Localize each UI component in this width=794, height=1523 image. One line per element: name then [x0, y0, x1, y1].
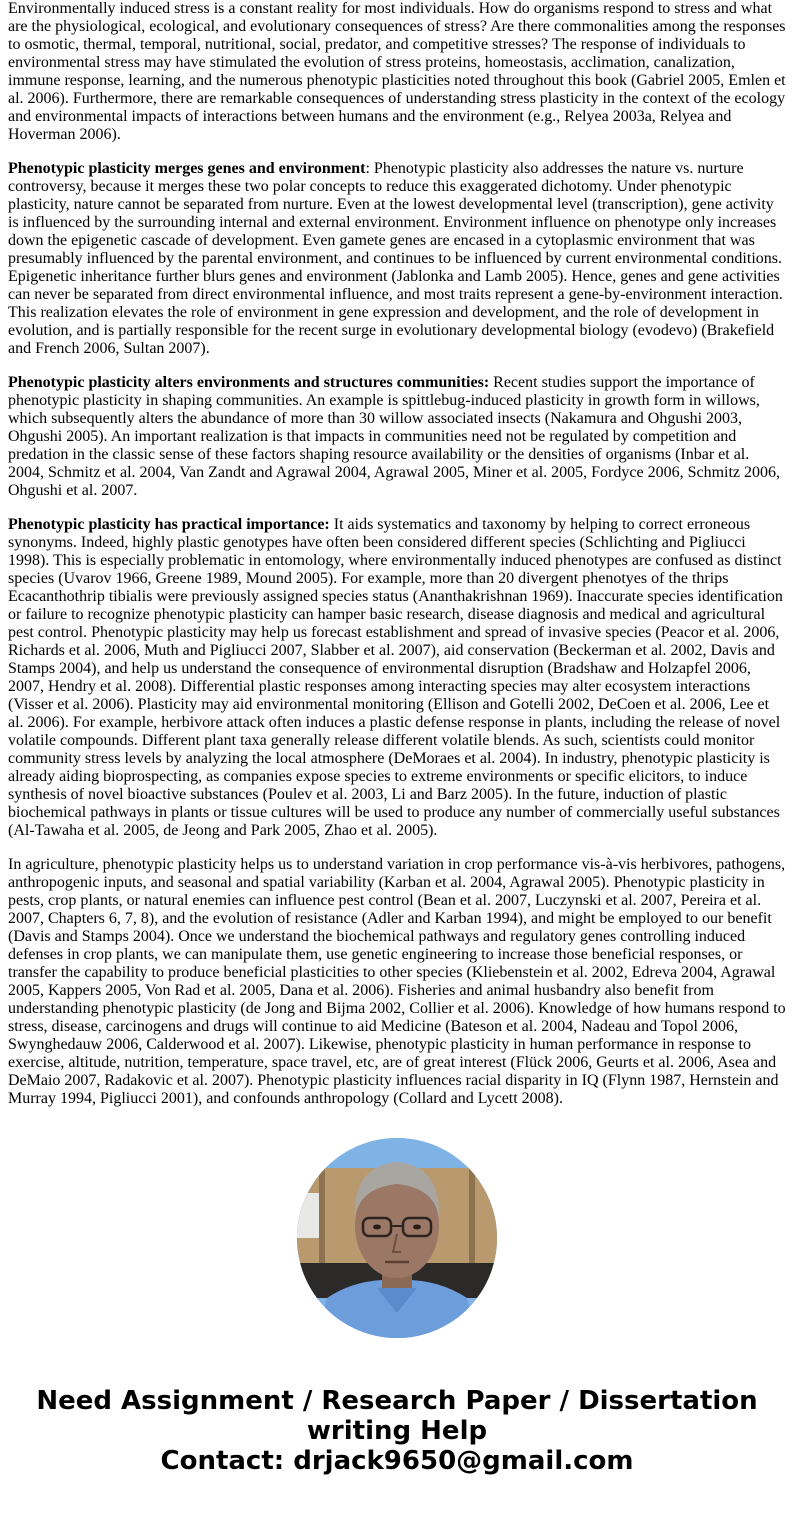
cta-subheadline: writing Help	[306, 1416, 488, 1446]
profile-photo-icon	[297, 1138, 497, 1338]
paragraph-heading: Phenotypic plasticity merges genes and environment	[8, 160, 366, 177]
paragraph-text: In agriculture, phenotypic plasticity helps us to understand variation in crop performance vis-à-vis herbivores, pathogens, anthropogenic inputs, and seasonal and spatial variability (Karban et al. 2004, Agrawal 2005). Phenotypic plasticity in pests, crop plants, or natural enemies can influence pest control (Bean et al. 2007, Luczynski et al. 2007, Pereira et al. 2007, Chapters 6, 7, 8), and the evolution of resistance (Adler and Karban 1994), and might be employed to our benefit (Davis and Stamps 2004). Once we understand the biochemical pathways and regulatory genes controlling induced defenses in crop plants, we can manipulate them, use genetic engineering to increase those beneficial responses, or transfer the capability to produce beneficial plasticities to other species (Kliebenstein et al. 2002, Edreva 2004, Agrawal 2005, Kappers 2005, Von Rad et al. 2005, Dana et al. 2006). Fisheries and animal husbandry also benefit from understanding phenotypic plasticity (de Jong and Bijma 2002, Collier et al. 2006). Knowledge of how humans respond to stress, disease, carcinogens and drugs will continue to aid Medicine (Bateson et al. 2004, Nadeau and Topol 2006, Swynghedauw 2006, Calderwood et al. 2007). Likewise, phenotypic plasticity in human performance in response to exercise, altitude, nutrition, temperature, space travel, etc, are of great interest (Flück 2006, Geurts et al. 2006, Asea and DeMaio 2007, Radakovic et al. 2007). Phenotypic plasticity influences racial disparity in IQ (Flynn 1987, Hernstein and Murray 1994, Pigliucci 2001), and confounds anthropology (Collard and Lycett 2008).	[8, 856, 786, 1107]
paragraph-text: Environmentally induced stress is a constant reality for most individuals. How do organisms respond to stress and what are the physiological, ecological, and evolutionary consequences of stress? Are there commonalities among the responses to osmotic, thermal, temporal, nutritional, social, predator, and competitive stresses? The response of individuals to environmental stress may have stimulated the evolution of stress proteins, homeostasis, acclimation, canalization, immune response, learning, and the numerous phenotypic plasticities noted throughout this book (Gabriel 2005, Emlen et al. 2006). Furthermore, there are remarkable consequences of understanding stress plasticity in the context of the ecology and environmental impacts of interactions between humans and the environment (e.g., Relyea 2003a, Relyea and Hoverman 2006).	[8, 0, 786, 143]
paragraph-text: Recent studies support the importance of phenotypic plasticity in shaping communities. An example is spittlebug-induced plasticity in growth form in willows, which subsequently alters the abundance of more than 30 willow associated insects (Nakamura and Ohgushi 2003, Ohgushi 2005). An important realization is that impacts in communities need not be regulated by competition and predation in the classic sense of these factors shaping resource availability or the densities of organisms (Inbar et al. 2004, Schmitz et al. 2004, Van Zandt and Agrawal 2004, Agrawal 2005, Miner et al. 2005, Fordyce 2006, Schmitz 2006, Ohgushi et al. 2007.	[8, 374, 781, 499]
paragraph-heading: Phenotypic plasticity has practical importance:	[8, 516, 330, 533]
paragraph-intro	[8, 0, 786, 144]
paragraph-genes-environment	[8, 160, 786, 358]
profile-section	[0, 1138, 794, 1338]
contact-email: Contact: drjack9650@gmail.com	[160, 1446, 634, 1476]
cta-headline: Need Assignment / Research Paper / Dissertation	[36, 1386, 758, 1416]
paragraph-agriculture	[8, 856, 786, 1108]
paragraph-text: : Phenotypic plasticity also addresses the nature vs. nurture controversy, because it merges these two polar concepts to reduce this exaggerated dichotomy. Under phenotypic plasticity, nature cannot be separated from nurture. Even at the lowest developmental level (transcription), gene activity is influenced by the surrounding internal and external environment. Environment influence on phenotype only increases down the epigenetic cascade of development. Even gamete genes are encased in a cytoplasmic environment that was presumably influenced by the parental environment, and continues to be influenced by current environmental conditions. Epigenetic inheritance further blurs genes and environment (Jablonka and Lamb 2005). Hence, genes and gene activities can never be separated from direct environmental influence, and most traits represent a gene-by-environment interaction. This realization elevates the role of environment in gene expression and development, and the role of development in evolution, and is partially responsible for the recent surge in evolutionary developmental biology (evodevo) (Brakefield and French 2006, Sultan 2007).	[8, 160, 783, 357]
contact-banner	[0, 1386, 794, 1476]
paragraph-text: It aids systematics and taxonomy by helping to correct erroneous synonyms. Indeed, highly plastic genotypes have often been considered different species (Schlichting and Pigliucci 1998). This is especially problematic in entomology, where environmentally induced phenotypes are confused as distinct species (Uvarov 1966, Greene 1989, Mound 2005). For example, more than 20 divergent phenotyes of the thrips Ecacanthothrip tibialis were previously assigned species status (Ananthakrishnan 1969). Inaccurate species identification or failure to recognize phenotypic plasticity can hamper basic research, disease diagnosis and medical and agricultural pest control. Phenotypic plasticity may help us forecast establishment and spread of invasive species (Peacor et al. 2006, Richards et al. 2006, Muth and Pigliucci 2007, Slabber et al. 2007), aid conservation (Beckerman et al. 2002, Davis and Stamps 2004), and help us understand the consequence of environmental disruption (Bradshaw and Holzapfel 2006, 2007, Hendry et al. 2008). Differential plastic responses among interacting species may alter ecosystem interactions (Visser et al. 2006). Plasticity may aid environmental monitoring (Ellison and Gotelli 2002, DeCoen et al. 2006, Lee et al. 2006). For example, herbivore attack often induces a plastic defense response in plants, including the release of novel volatile compounds. Different plant taxa generally release different volatile blends. As such, scientists could monitor community stress levels by analyzing the local atmosphere (DeMoraes et al. 2004). In industry, phenotypic plasticity is already aiding bioprospecting, as companies expose species to extreme environments or specific elicitors, to induce synthesis of novel bioactive substances (Poulev et al. 2003, Li and Barz 2005). In the future, induction of plastic biochemical pathways in plants or tissue cultures will be used to produce any number of commercially useful substances (Al-Tawaha et al. 2005, de Jeong and Park 2005, Zhao et al. 2005).	[8, 516, 783, 839]
avatar	[297, 1138, 497, 1338]
paragraph-heading: Phenotypic plasticity alters environments and structures communities:	[8, 374, 490, 391]
paragraph-practical-importance	[8, 516, 786, 840]
paragraph-communities	[8, 374, 786, 500]
